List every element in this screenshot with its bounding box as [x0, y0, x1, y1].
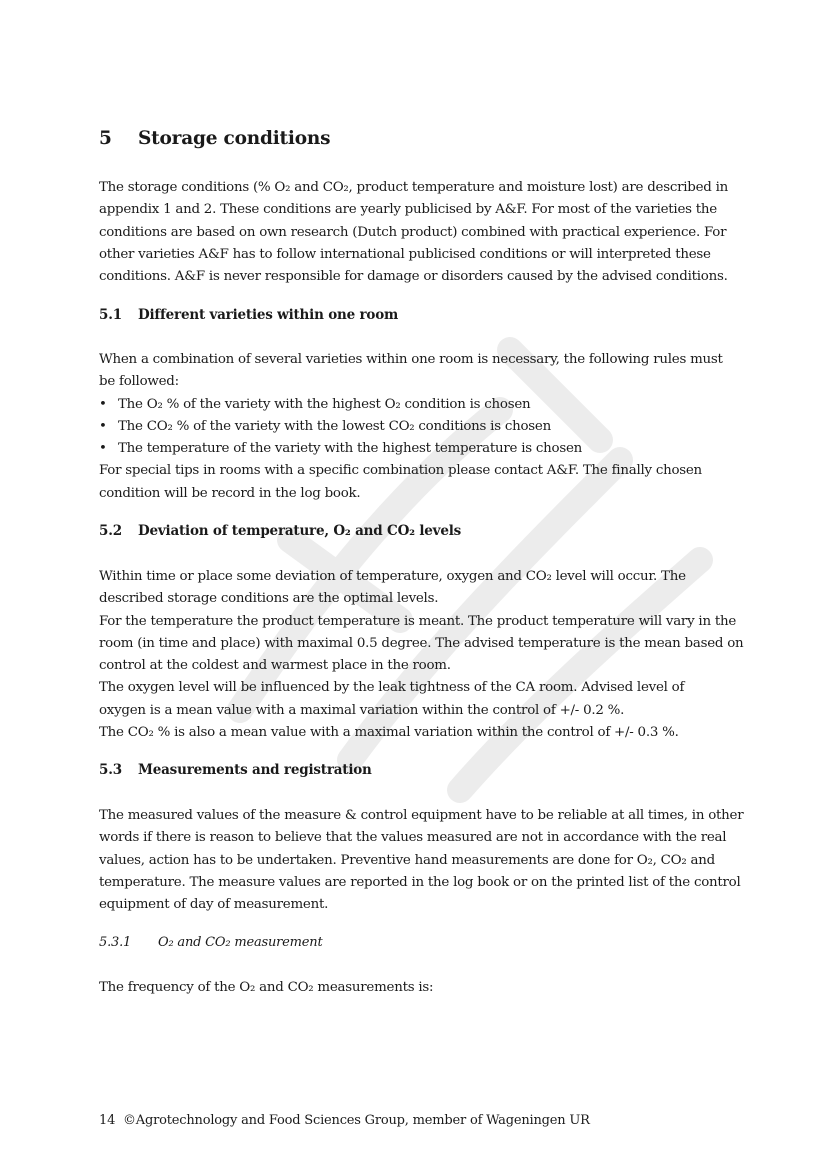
- subsection-title: Different varieties within one room: [138, 307, 399, 323]
- text-line: For the temperature the product temperature is meant. The product temperature will vary in the: [99, 613, 737, 629]
- section-title: Storage conditions: [138, 128, 331, 149]
- bullet-item: [99, 438, 739, 460]
- varieties-paragraph: [99, 349, 739, 505]
- bullet-icon: •: [99, 441, 107, 457]
- subsection-number: 5.2: [99, 523, 122, 539]
- text-line: The CO₂ % is also a mean value with a maximal variation within the control of +/- 0.3 %.: [99, 725, 679, 741]
- text-line: control at the coldest and warmest place in the room.: [99, 658, 451, 674]
- subsection-heading-5-2: [99, 523, 461, 539]
- subsection-number: 5.1: [99, 307, 122, 323]
- text-line: Within time or place some deviation of temperature, oxygen and CO₂ level will occur. The: [99, 569, 686, 584]
- subsection-title: Measurements and registration: [138, 762, 372, 778]
- text-line: The frequency of the O₂ and CO₂ measurements is:: [99, 980, 434, 995]
- bullet-text: The CO₂ % of the variety with the lowest CO₂ conditions is chosen: [118, 418, 551, 434]
- text-line: temperature. The measure values are reported in the log book or on the printed list of the control: [99, 874, 741, 890]
- footer-copyright: ©Agrotechnology and Food Sciences Group, member of Wageningen UR: [123, 1113, 590, 1128]
- measurements-paragraph: [99, 805, 744, 916]
- text-line: described storage conditions are the optimal levels.: [99, 591, 439, 607]
- section-number: 5: [99, 128, 112, 149]
- page-footer: [99, 1113, 590, 1128]
- bullet-icon: •: [99, 418, 107, 434]
- text-line: room (in time and place) with maximal 0.5 degree. The advised temperature is the mean based on: [99, 635, 744, 651]
- subsubsection-number: 5.3.1: [99, 935, 132, 950]
- text-line: oxygen is a mean value with a maximal variation within the control of +/- 0.2 %.: [99, 702, 625, 718]
- text-line: The storage conditions (% O₂ and CO₂, product temperature and moisture lost) are described in: [99, 180, 729, 195]
- text-line: equipment of day of measurement.: [99, 897, 329, 913]
- deviation-paragraph: [99, 566, 744, 744]
- bullet-icon: •: [99, 396, 107, 412]
- text-line: words if there is reason to believe that the values measured are not in accordance with the real: [99, 830, 727, 846]
- text-line: The oxygen level will be influenced by the leak tightness of the CA room. Advised level of: [99, 680, 685, 696]
- text-line: conditions are based on own research (Dutch product) combined with practical experience. For: [99, 224, 727, 240]
- frequency-paragraph: [99, 977, 739, 999]
- subsection-heading-5-1: [99, 307, 398, 323]
- text-line: appendix 1 and 2. These conditions are yearly publicised by A&F. For most of the varieties the: [99, 202, 717, 218]
- subsubsection-heading-5-3-1: [99, 935, 322, 950]
- text-line: values, action has to be undertaken. Preventive hand measurements are done for O₂, CO₂ and: [99, 852, 715, 868]
- subsection-number: 5.3: [99, 762, 122, 778]
- subsection-title: Deviation of temperature, O₂ and CO₂ levels: [138, 523, 462, 539]
- bullet-item: [99, 416, 739, 438]
- text-line: For special tips in rooms with a specific combination please contact A&F. The finally chosen: [99, 463, 702, 479]
- text-line: condition will be record in the log book.: [99, 485, 361, 501]
- bullet-text: The O₂ % of the variety with the highest O₂ condition is chosen: [118, 396, 531, 412]
- text-line: The measured values of the measure & control equipment have to be reliable at all times, in other: [99, 808, 744, 823]
- bullet-item: [99, 394, 739, 416]
- text-line: be followed:: [99, 374, 179, 390]
- subsubsection-title: O₂ and CO₂ measurement: [158, 935, 323, 950]
- text-line: other varieties A&F has to follow international publicised conditions or will interpreted these: [99, 246, 711, 262]
- page-number: 14: [99, 1113, 116, 1128]
- bullet-text: The temperature of the variety with the highest temperature is chosen: [118, 441, 582, 457]
- section-heading: [99, 128, 330, 149]
- intro-paragraph: [99, 177, 739, 288]
- text-line: When a combination of several varieties within one room is necessary, the following rules must: [99, 352, 723, 367]
- subsection-heading-5-3: [99, 762, 372, 778]
- text-line: conditions. A&F is never responsible for damage or disorders caused by the advised conditions.: [99, 269, 728, 285]
